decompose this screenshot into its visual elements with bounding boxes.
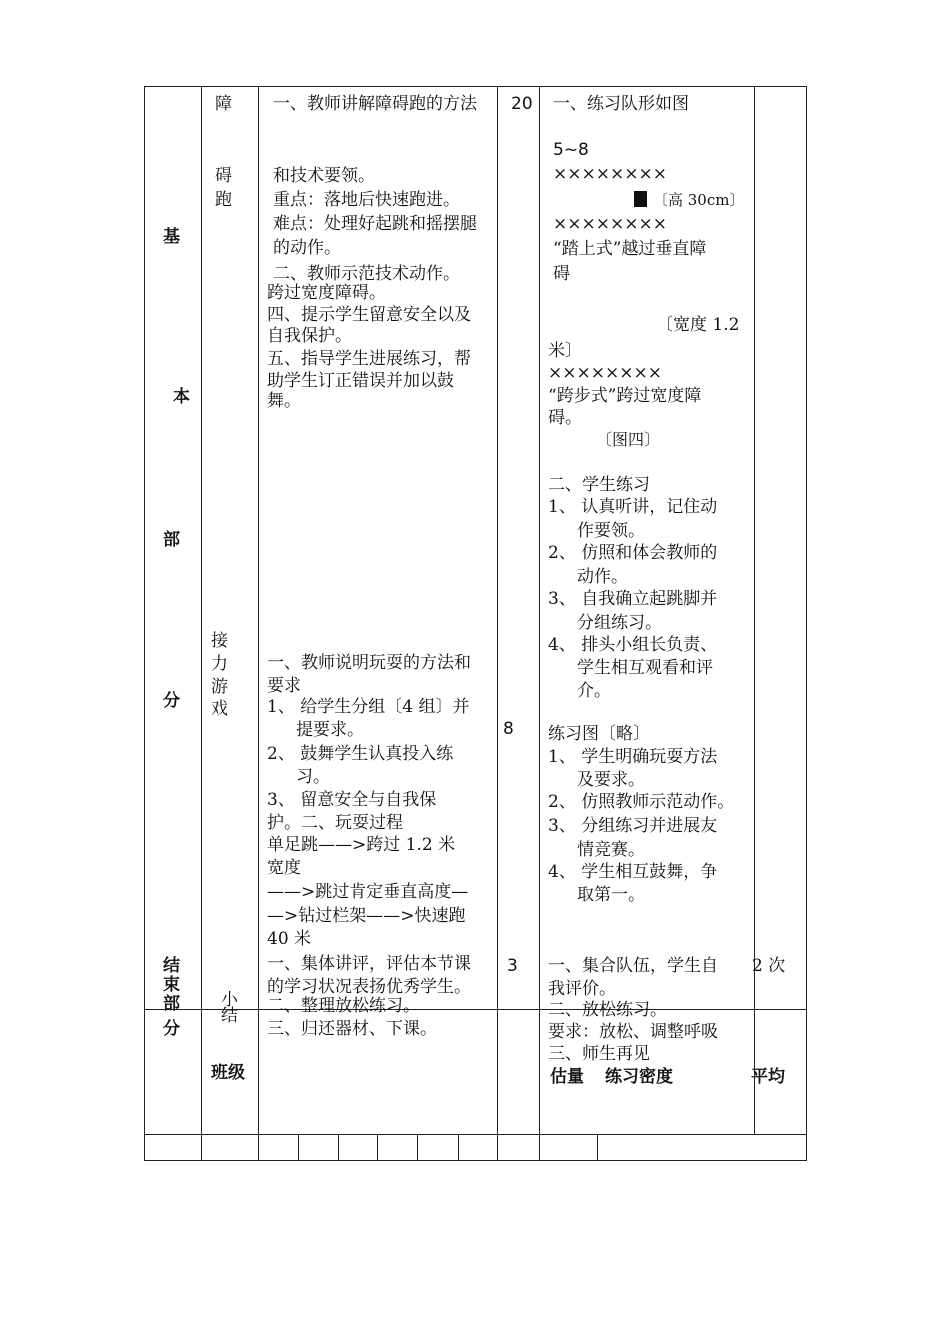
section-end-char-2: 束: [163, 975, 180, 995]
game-practice-line-3: 及要求。: [577, 770, 645, 790]
subcol-line-1: [298, 1134, 299, 1160]
student-line-7: “踏上式”越过垂直障: [553, 239, 707, 259]
game-practice-line-6: 情竞赛。: [577, 840, 645, 860]
teacher-line-6: 二、教师示范技术动作。: [273, 264, 460, 284]
item-relay-char-2: 力: [211, 654, 228, 674]
col-line-1: [201, 86, 202, 1161]
item-summary-char-2: 结: [221, 1006, 238, 1026]
section-end-char-1: 结: [163, 956, 180, 976]
game-practice-line-5: 3、 分组练习并进展友: [548, 816, 718, 836]
teacher-line-8: 四、提示学生留意安全以及: [267, 305, 471, 325]
table-border-left: [144, 86, 145, 1161]
item-summary-char-1: 小: [221, 990, 238, 1010]
game-line-8: 护。二、玩耍过程: [267, 813, 403, 833]
time-hurdle: 20: [511, 94, 533, 114]
student-line-5: 〔高 30cm〕: [653, 191, 745, 209]
col-line-2: [258, 86, 259, 1161]
end-student-line-1: 一、集合队伍，学生自: [548, 956, 718, 976]
item-hurdle-char-1: 障: [215, 94, 232, 114]
game-line-10: 宽度: [267, 858, 301, 878]
section-main-char-4: 分: [163, 691, 180, 711]
game-line-12: —>钻过栏架——>快速跑: [267, 906, 466, 926]
section-end-char-3: 部: [163, 994, 180, 1014]
table-border-right: [806, 86, 807, 1161]
teacher-line-1: 一、教师讲解障碍跑的方法: [273, 94, 477, 114]
student-line-10: 〔宽度 1.2: [656, 315, 740, 335]
subcol-line-3: [377, 1134, 378, 1160]
end-teacher-line-4: 三、归还器材、下课。: [267, 1019, 437, 1039]
teacher-line-7: 跨过宽度障碍。: [267, 283, 386, 303]
teacher-line-5: 的动作。: [273, 238, 341, 258]
practice-line-10: 介。: [577, 681, 611, 701]
time-relay: 8: [503, 719, 514, 739]
item-relay-char-1: 接: [211, 631, 228, 651]
student-line-12: ××××××××: [548, 363, 662, 383]
item-relay-char-3: 游: [211, 677, 228, 697]
teacher-line-12: 舞。: [267, 391, 301, 411]
game-line-9: 单足跳——>跨过 1.2 米: [267, 835, 456, 855]
practice-line-8: 4、 排头小组长负责、: [548, 635, 718, 655]
table-border-top: [144, 86, 807, 87]
col-line-3: [497, 86, 498, 1161]
game-line-1: 一、教师说明玩耍的方法和: [267, 653, 471, 673]
practice-line-9: 学生相互观看和评: [577, 658, 713, 678]
item-relay-char-4: 戏: [211, 699, 228, 719]
teacher-line-10: 五、指导学生进展练习，帮: [267, 349, 471, 369]
student-line-11: 米〕: [548, 341, 582, 361]
end-student-line-4: 要求：放松、调整呼吸: [548, 1022, 718, 1042]
practice-line-3: 作要领。: [577, 521, 645, 541]
end-teacher-line-1: 一、集体讲评，评估本节课: [267, 954, 471, 974]
end-student-line-2: 我评价。: [548, 979, 616, 999]
practice-line-1: 二、学生练习: [548, 475, 650, 495]
game-line-4: 提要求。: [296, 720, 364, 740]
game-practice-line-4: 2、 仿照教师示范动作。: [548, 792, 735, 812]
teacher-line-11: 助学生订正错误并加以鼓: [267, 371, 454, 391]
item-hurdle-char-3: 跑: [215, 190, 232, 210]
section-main-char-3: 部: [163, 530, 180, 550]
subcol-line-6: [597, 1134, 598, 1160]
student-line-6: ××××××××: [553, 214, 667, 234]
section-main-char-2: 本: [173, 387, 190, 407]
student-line-8: 碍: [553, 264, 570, 284]
subcol-line-2: [338, 1134, 339, 1160]
table-rule-bottom: [144, 1134, 807, 1135]
game-line-3: 1、 给学生分组〔4 组〕并: [267, 697, 470, 717]
hurdle-marker-icon: [634, 191, 647, 207]
end-student-line-5: 三、师生再见: [548, 1044, 650, 1064]
teacher-line-3: 重点：落地后快速跑进。: [273, 190, 460, 210]
teacher-line-2: 和技术要领。: [273, 166, 375, 186]
game-practice-line-2: 1、 学生明确玩耍方法: [548, 747, 718, 767]
game-line-13: 40 米: [267, 929, 312, 949]
practice-line-7: 分组练习。: [577, 613, 662, 633]
end-teacher-line-2: 的学习状况表扬优秀学生。: [267, 977, 471, 997]
student-line-1: 一、练习队形如图: [553, 94, 689, 114]
figure-caption: 〔图四〕: [596, 430, 661, 449]
student-line-14: 碍。: [548, 408, 582, 428]
table-border-bottom: [144, 1160, 807, 1161]
table-rule-end: [144, 1009, 807, 1010]
class-label: 班级: [211, 1063, 245, 1083]
game-line-2: 要求: [267, 676, 301, 696]
estimate-label: 估量: [550, 1067, 584, 1087]
density-label: 练习密度: [605, 1067, 673, 1087]
game-line-5: 2、 鼓舞学生认真投入练: [267, 744, 454, 764]
teacher-line-4: 难点：处理好起跳和摇摆腿: [273, 214, 477, 234]
game-practice-line-7: 4、 学生相互鼓舞，争: [548, 862, 718, 882]
end-student-line-3: 二、放松练习。: [548, 1000, 667, 1020]
average-label: 平均: [751, 1067, 785, 1087]
col-line-4: [539, 86, 540, 1161]
end-teacher-line-3: 二、整理放松练习。: [267, 996, 420, 1016]
game-line-11: ——>跳过肯定垂直高度—: [267, 882, 469, 902]
student-line-2: 5~8: [553, 140, 589, 160]
game-line-6: 习。: [296, 767, 330, 787]
game-line-7: 3、 留意安全与自我保: [267, 790, 437, 810]
section-main-char-1: 基: [163, 227, 180, 247]
repeat-count: 2 次: [752, 956, 786, 976]
practice-line-4: 2、 仿照和体会教师的: [548, 543, 718, 563]
item-hurdle-char-2: 碍: [215, 166, 232, 186]
subcol-line-4: [417, 1134, 418, 1160]
practice-line-2: 1、 认真听讲，记住动: [548, 497, 718, 517]
teacher-line-9: 自我保护。: [267, 326, 352, 346]
game-practice-line-8: 取第一。: [577, 885, 645, 905]
subcol-line-5: [458, 1134, 459, 1160]
student-line-13: “跨步式”跨过宽度障: [548, 386, 702, 406]
practice-line-6: 3、 自我确立起跳脚并: [548, 589, 718, 609]
practice-line-5: 动作。: [577, 567, 628, 587]
student-line-3: ××××××××: [553, 164, 667, 184]
section-end-char-4: 分: [163, 1019, 180, 1039]
game-practice-line-1: 练习图〔略〕: [548, 724, 650, 744]
time-end: 3: [507, 956, 518, 976]
